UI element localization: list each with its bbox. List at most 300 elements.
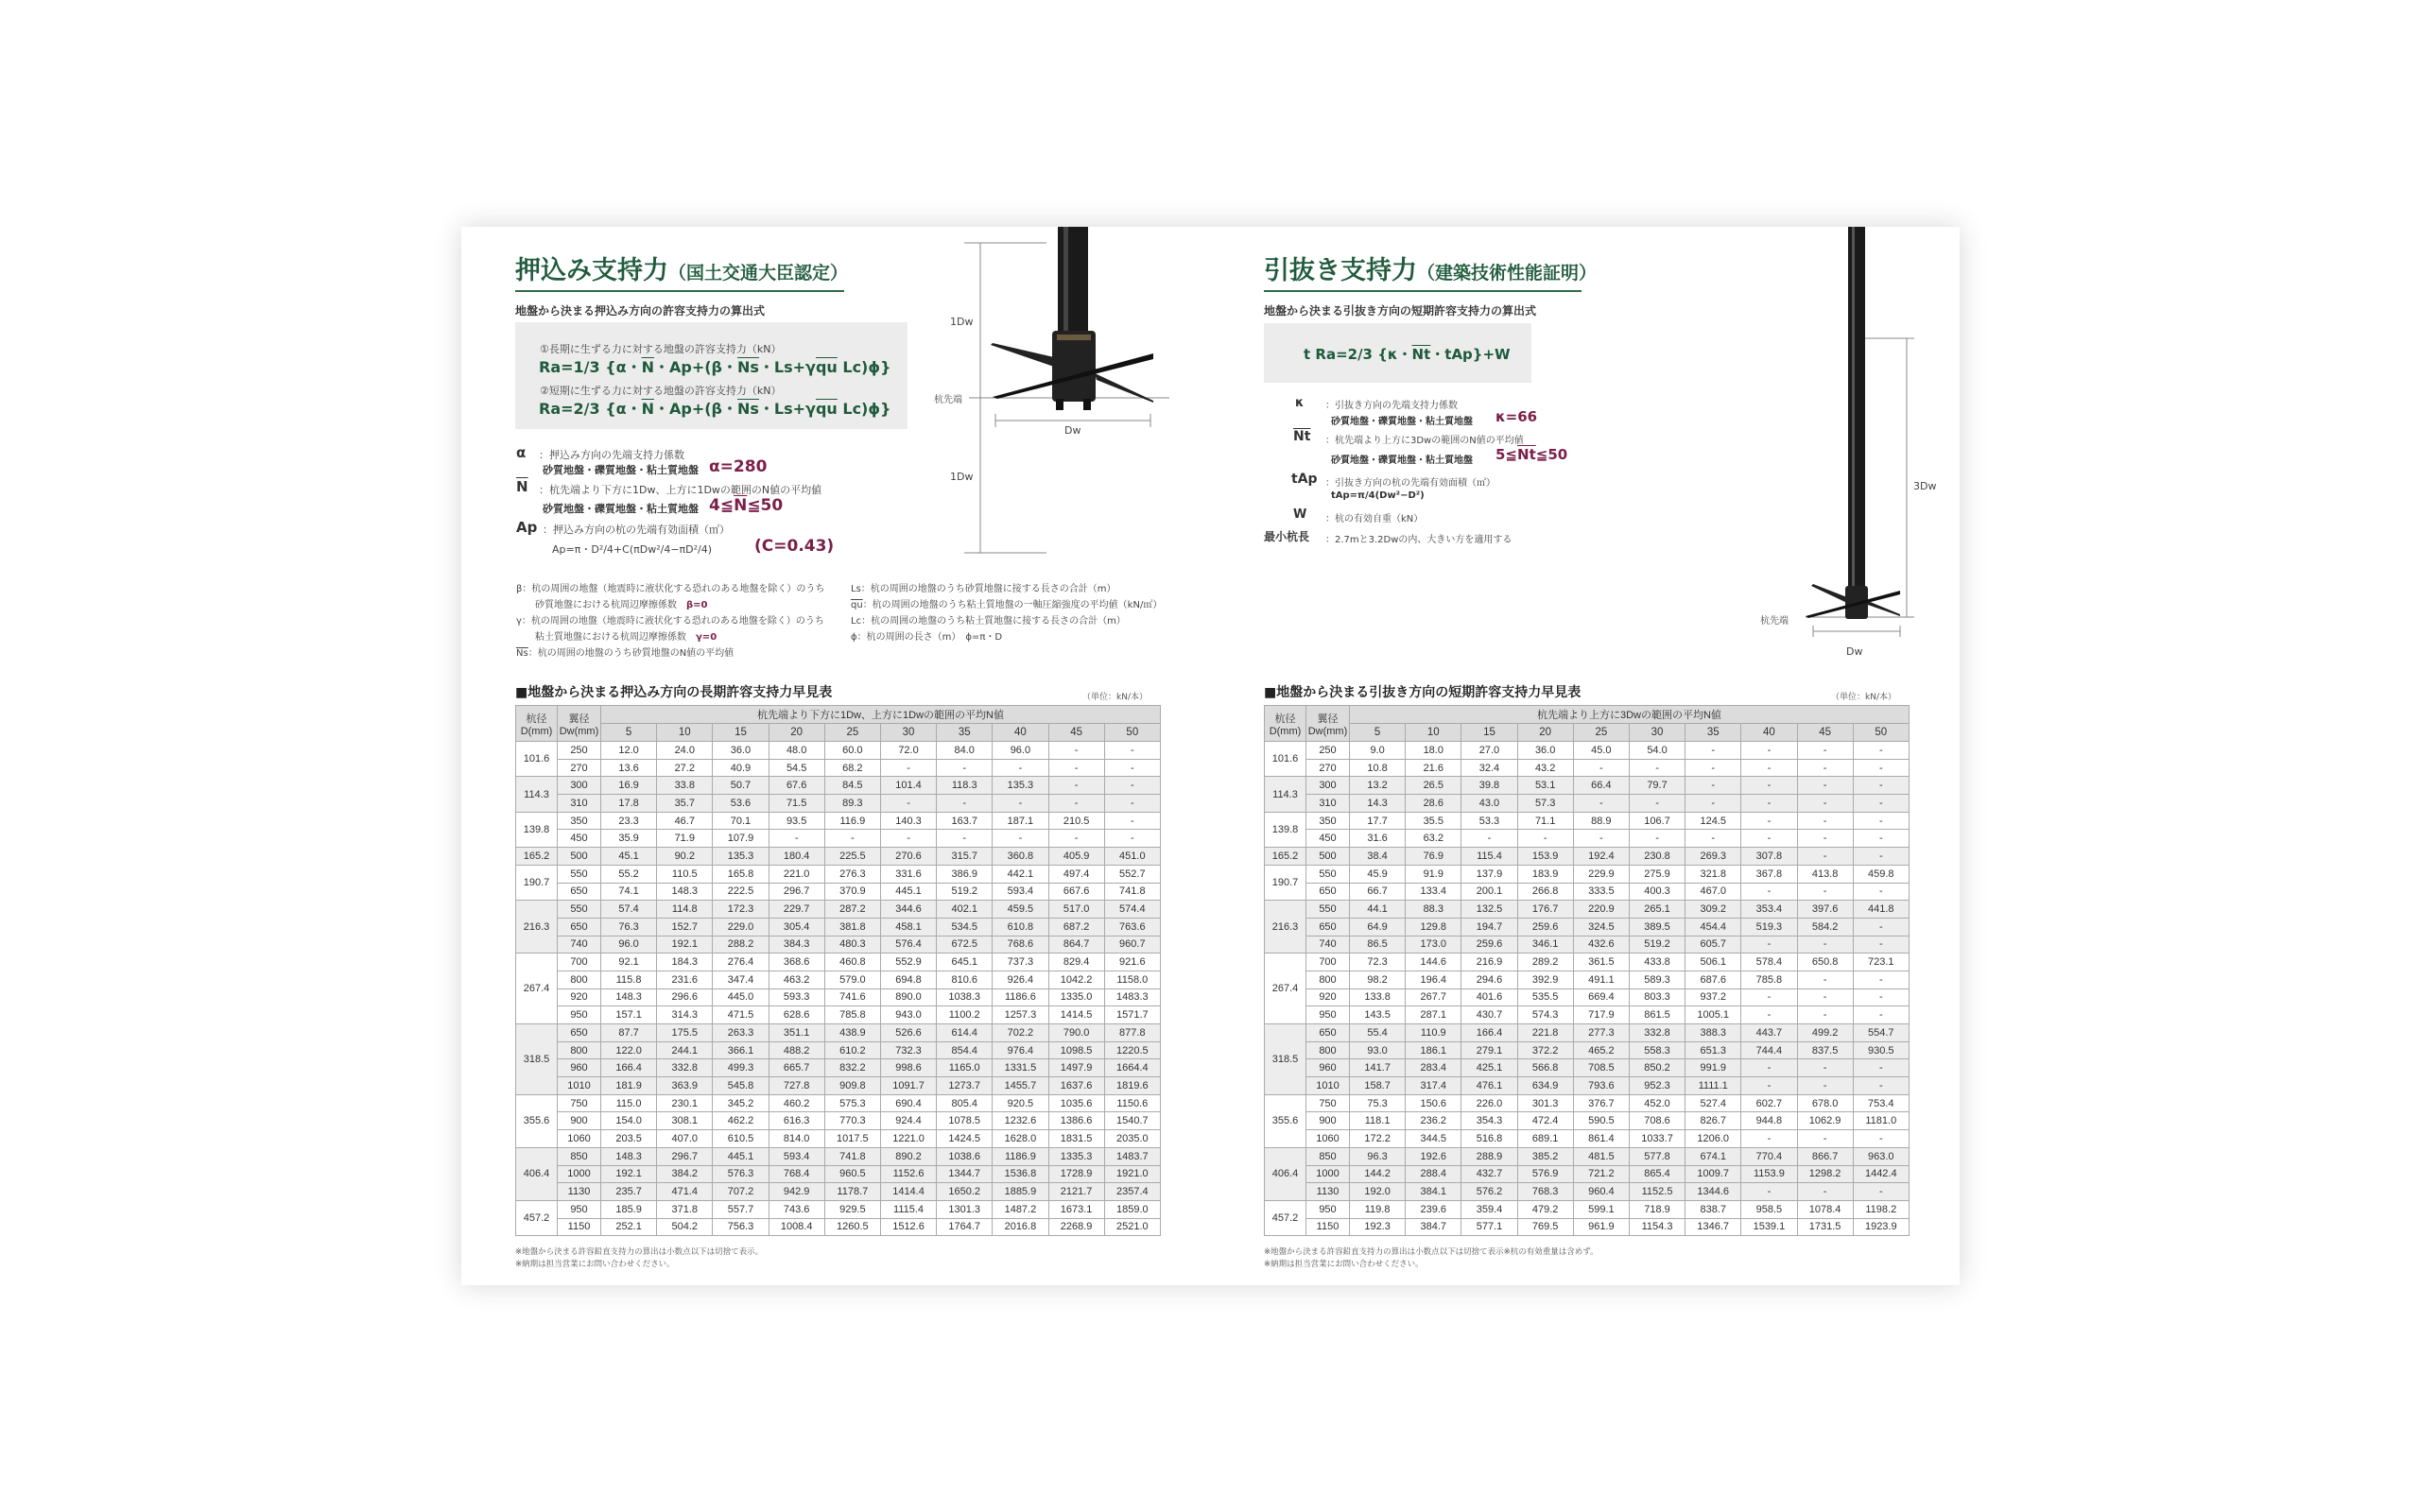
capacity-cell: - (937, 795, 993, 813)
table-row (1265, 1130, 1910, 1148)
formula-part: ・Ap+(β・ (653, 400, 737, 418)
capacity-cell: - (993, 795, 1048, 813)
capacity-cell: 535.5 (1517, 988, 1573, 1006)
wing-diameter-cell: 550 (558, 901, 601, 919)
pile-diameter-cell: 216.3 (1265, 901, 1306, 954)
pile-diameter-cell: 101.6 (1265, 742, 1306, 777)
kappa-soil: 砂質地盤・礫質地盤・粘土質地盤 (1331, 417, 1473, 427)
capacity-cell: 172.3 (713, 901, 769, 919)
wing-diameter-cell: 500 (1306, 848, 1350, 866)
capacity-cell: 589.3 (1629, 971, 1685, 988)
capacity-cell: 960.4 (1573, 1183, 1629, 1201)
capacity-cell: 1344.6 (1685, 1183, 1741, 1201)
capacity-cell: 958.5 (1741, 1200, 1797, 1218)
capacity-cell: 1455.7 (993, 1077, 1048, 1095)
capacity-cell: 307.8 (1741, 848, 1797, 866)
capacity-cell: 552.9 (880, 954, 936, 971)
table-row (1265, 1218, 1910, 1236)
capacity-cell: 770.4 (1741, 1147, 1797, 1165)
fig-tip-label: 杭先端 (934, 395, 962, 405)
capacity-cell: 805.4 (937, 1094, 993, 1112)
capacity-cell: 133.8 (1350, 988, 1406, 1006)
header-pile-diameter (1265, 706, 1306, 742)
capacity-cell: 23.3 (601, 812, 657, 830)
capacity-cell: 60.0 (824, 742, 880, 760)
capacity-cell: - (1797, 1006, 1853, 1024)
capacity-cell: 944.8 (1741, 1112, 1797, 1130)
capacity-cell: 1483.7 (1104, 1147, 1160, 1165)
capacity-cell: 1764.7 (937, 1218, 993, 1236)
min-length-label: 最小杭長 (1264, 530, 1310, 543)
capacity-cell: 353.4 (1741, 901, 1797, 919)
capacity-cell: 1181.0 (1853, 1112, 1909, 1130)
capacity-cell: 432.7 (1461, 1165, 1517, 1183)
capacity-cell: 71.9 (657, 830, 713, 848)
capacity-cell: 1038.3 (937, 988, 993, 1006)
capacity-cell: 17.7 (1350, 812, 1406, 830)
capacity-cell: - (1853, 777, 1909, 795)
pile-icon (991, 227, 1153, 410)
capacity-cell: 645.1 (937, 954, 993, 971)
capacity-cell: 135.3 (713, 848, 769, 866)
capacity-cell: 165.8 (713, 865, 769, 883)
capacity-cell: 926.4 (993, 971, 1048, 988)
capacity-cell: 236.2 (1406, 1112, 1461, 1130)
capacity-cell: 76.9 (1406, 848, 1461, 866)
wing-diameter-cell: 250 (558, 742, 601, 760)
pile-diameter-cell: 267.4 (1265, 954, 1306, 1024)
table-row (516, 1059, 1161, 1077)
formula2-label: ②短期に生ずる力に対する地盤の許容支持力（kN） (540, 385, 782, 397)
capacity-cell: 650.8 (1797, 954, 1853, 971)
capacity-cell: 584.2 (1797, 918, 1853, 936)
wing-diameter-cell: 960 (1306, 1059, 1350, 1077)
wing-diameter-cell: 1000 (1306, 1165, 1350, 1183)
capacity-cell: 40.9 (713, 759, 769, 777)
capacity-cell: - (880, 795, 936, 813)
capacity-cell: 1637.6 (1048, 1077, 1104, 1095)
capacity-cell: 2016.8 (993, 1218, 1048, 1236)
capacity-cell: 55.4 (1350, 1024, 1406, 1042)
pile-diameter-cell: 114.3 (516, 777, 558, 812)
capacity-cell: 12.0 (601, 742, 657, 760)
tap-symbol: tAp (1291, 472, 1318, 487)
overlined-symbol: $\overline{N}$ (641, 400, 654, 418)
wing-diameter-cell: 1060 (558, 1130, 601, 1148)
capacity-cell: 267.7 (1406, 988, 1461, 1006)
capacity-cell: 277.3 (1573, 1024, 1629, 1042)
capacity-cell: 458.1 (880, 918, 936, 936)
capacity-cell: 2521.0 (1104, 1218, 1160, 1236)
capacity-cell: 1673.1 (1048, 1200, 1104, 1218)
capacity-cell: 669.4 (1573, 988, 1629, 1006)
capacity-cell: 187.1 (993, 812, 1048, 830)
capacity-cell: 504.2 (657, 1218, 713, 1236)
capacity-cell: 593.3 (769, 988, 824, 1006)
formula1-label: ①長期に生ずる力に対する地盤の許容支持力（kN） (540, 343, 782, 355)
capacity-cell: 157.1 (601, 1006, 657, 1024)
header-n-value: 30 (880, 724, 936, 742)
capacity-cell: 14.3 (1350, 795, 1406, 813)
capacity-cell: 558.3 (1629, 1041, 1685, 1059)
capacity-cell: 384.1 (1406, 1183, 1461, 1201)
capacity-cell: 388.3 (1685, 1024, 1741, 1042)
capacity-cell: 372.2 (1517, 1041, 1573, 1059)
capacity-cell: 861.5 (1629, 1006, 1685, 1024)
capacity-cell: 90.2 (657, 848, 713, 866)
table-row (1265, 759, 1910, 777)
capacity-cell: 381.8 (824, 918, 880, 936)
capacity-cell: 181.9 (601, 1077, 657, 1095)
capacity-cell: 610.5 (713, 1130, 769, 1148)
pull-formula-box (1264, 323, 1531, 383)
wing-diameter-cell: 350 (1306, 812, 1350, 830)
wing-diameter-cell: 500 (558, 848, 601, 866)
capacity-cell: 552.7 (1104, 865, 1160, 883)
capacity-cell: 150.6 (1406, 1094, 1461, 1112)
capacity-cell: 79.7 (1629, 777, 1685, 795)
capacity-cell: 1301.3 (937, 1200, 993, 1218)
capacity-cell: 790.0 (1048, 1024, 1104, 1042)
capacity-cell: 687.6 (1685, 971, 1741, 988)
formula-part: t Ra=2/3 {κ・ (1304, 346, 1412, 363)
capacity-cell: 1158.0 (1104, 971, 1160, 988)
capacity-cell: - (1104, 777, 1160, 795)
capacity-cell: - (1853, 936, 1909, 954)
pile-diameter-cell: 114.3 (1265, 777, 1306, 812)
capacity-cell: 185.9 (601, 1200, 657, 1218)
table-row (516, 830, 1161, 848)
wing-diameter-cell: 450 (558, 830, 601, 848)
formula-part: ・Ls+γ (758, 400, 816, 418)
capacity-cell: 717.9 (1573, 1006, 1629, 1024)
capacity-cell: - (824, 830, 880, 848)
ap-c-value: (C=0.43) (754, 537, 835, 556)
capacity-cell: 741.8 (824, 1147, 880, 1165)
capacity-cell: 413.8 (1797, 865, 1853, 883)
capacity-cell: - (1853, 918, 1909, 936)
fig-lower-label: 1Dw (950, 471, 974, 483)
pile-diameter-cell: 165.2 (1265, 848, 1306, 866)
capacity-cell: 634.9 (1517, 1077, 1573, 1095)
wing-diameter-cell: 300 (558, 777, 601, 795)
capacity-cell: - (1104, 759, 1160, 777)
capacity-cell: 961.9 (1573, 1218, 1629, 1236)
overlined-symbol: $\overline{qu}$ (815, 358, 838, 376)
capacity-cell: - (1797, 971, 1853, 988)
capacity-cell: 593.4 (993, 883, 1048, 901)
capacity-cell: - (1797, 1059, 1853, 1077)
capacity-cell: 462.2 (713, 1112, 769, 1130)
table-row (516, 901, 1161, 919)
capacity-cell: 527.4 (1685, 1094, 1741, 1112)
table-row (516, 1130, 1161, 1148)
capacity-cell: 574.4 (1104, 901, 1160, 919)
capacity-cell: 46.7 (657, 812, 713, 830)
capacity-cell: - (1048, 759, 1104, 777)
capacity-cell: 263.3 (713, 1024, 769, 1042)
capacity-cell: 1298.2 (1797, 1165, 1853, 1183)
push-title-main: 押込み支持力 (515, 256, 668, 285)
capacity-cell: 678.0 (1797, 1094, 1853, 1112)
capacity-cell: 301.3 (1517, 1094, 1573, 1112)
min-length-desc: ：2.7mと3.2Dwの内、大きい方を適用する (1325, 535, 1512, 545)
wing-diameter-cell: 960 (558, 1059, 601, 1077)
capacity-cell: 963.0 (1853, 1147, 1909, 1165)
pile-diameter-cell: 216.3 (516, 901, 558, 954)
wing-diameter-cell: 900 (558, 1112, 601, 1130)
capacity-cell: 1033.7 (1629, 1130, 1685, 1148)
capacity-cell: 152.7 (657, 918, 713, 936)
pull-title (1264, 249, 1598, 292)
capacity-cell: 832.2 (824, 1059, 880, 1077)
table-title: ■地盤から決まる引抜き方向の短期許容支持力早見表 (1264, 685, 1582, 700)
capacity-cell: 266.8 (1517, 883, 1573, 901)
capacity-cell: 1035.6 (1048, 1094, 1104, 1112)
wing-diameter-cell: 270 (1306, 759, 1350, 777)
header-text: D(mm) (520, 725, 553, 737)
table-row (516, 795, 1161, 813)
capacity-cell: - (1573, 830, 1629, 848)
wing-diameter-cell: 750 (558, 1094, 601, 1112)
wing-diameter-cell: 920 (558, 988, 601, 1006)
capacity-cell: - (1853, 848, 1909, 866)
ns-def (516, 644, 734, 659)
header-n-value: 15 (1461, 724, 1517, 742)
ns-desc: ：杭の周囲の地盤のうち砂質地盤のN値の平均値 (527, 648, 735, 659)
capacity-cell: 575.3 (824, 1094, 880, 1112)
capacity-cell: 574.3 (1517, 1006, 1573, 1024)
capacity-cell: 723.1 (1853, 954, 1909, 971)
capacity-cell: 467.0 (1685, 883, 1741, 901)
table-row (516, 954, 1161, 971)
capacity-cell: 203.5 (601, 1130, 657, 1148)
capacity-cell: 1111.1 (1685, 1077, 1741, 1095)
capacity-cell: 55.2 (601, 865, 657, 883)
capacity-cell: 384.2 (657, 1165, 713, 1183)
capacity-cell: 1098.5 (1048, 1041, 1104, 1059)
capacity-cell: 385.2 (1517, 1147, 1573, 1165)
header-n-span: 杭先端より下方に1Dw、上方に1Dwの範囲の平均N値 (601, 706, 1161, 724)
table-row (1265, 1112, 1910, 1130)
wing-diameter-cell: 700 (558, 954, 601, 971)
capacity-cell: 687.2 (1048, 918, 1104, 936)
header-n-value: 35 (937, 724, 993, 742)
capacity-cell: 519.3 (1741, 918, 1797, 936)
capacity-cell: 72.3 (1350, 954, 1406, 971)
wing-diameter-cell: 920 (1306, 988, 1350, 1006)
capacity-cell: 98.2 (1350, 971, 1406, 988)
capacity-cell: 743.6 (769, 1200, 824, 1218)
capacity-cell: - (1741, 742, 1797, 760)
lc-def: Lc：杭の周囲の地盤のうち粘土質地盤に接する長さの合計（m） (851, 616, 1126, 627)
capacity-cell: - (937, 830, 993, 848)
capacity-cell: 576.9 (1517, 1165, 1573, 1183)
capacity-cell: 1414.4 (880, 1183, 936, 1201)
table-row (1265, 1024, 1910, 1042)
capacity-cell: 332.8 (1629, 1024, 1685, 1042)
wing-diameter-cell: 650 (558, 918, 601, 936)
header-n-value: 5 (601, 724, 657, 742)
capacity-cell: 599.1 (1573, 1200, 1629, 1218)
capacity-cell: - (1048, 777, 1104, 795)
capacity-cell: 70.1 (713, 812, 769, 830)
capacity-cell: 13.2 (1350, 777, 1406, 795)
table-row (1265, 1094, 1910, 1112)
capacity-cell: 153.9 (1517, 848, 1573, 866)
capacity-cell: 1260.5 (824, 1218, 880, 1236)
header-text: Dw(mm) (1307, 725, 1348, 737)
capacity-cell: 610.2 (824, 1041, 880, 1059)
header-n-value: 50 (1104, 724, 1160, 742)
nt-desc: ：杭先端より上方に3Dwの範囲のN値の平均値 (1325, 436, 1524, 446)
capacity-cell: - (1741, 883, 1797, 901)
capacity-cell: 519.2 (1629, 936, 1685, 954)
table-row (1265, 901, 1910, 919)
capacity-cell: 737.3 (993, 954, 1048, 971)
pull-subtitle: 地盤から決まる引抜き方向の短期許容支持力の算出式 (1264, 304, 1537, 318)
capacity-cell: 276.4 (713, 954, 769, 971)
capacity-cell: 1078.4 (1797, 1200, 1853, 1218)
formula-part: ・Ap+(β・ (653, 358, 737, 376)
table-row (516, 742, 1161, 760)
capacity-cell: - (1573, 795, 1629, 813)
capacity-cell: 768.6 (993, 936, 1048, 954)
capacity-cell: - (1741, 795, 1797, 813)
capacity-cell: - (1797, 777, 1853, 795)
capacity-cell: 628.6 (769, 1006, 824, 1024)
capacity-cell: 53.6 (713, 795, 769, 813)
capacity-cell: - (1517, 830, 1573, 848)
formula-part: Ra=1/3 {α・ (539, 358, 642, 376)
capacity-cell: 33.8 (657, 777, 713, 795)
capacity-cell: 93.0 (1350, 1041, 1406, 1059)
capacity-cell: 1198.2 (1853, 1200, 1909, 1218)
capacity-cell: 186.1 (1406, 1041, 1461, 1059)
wing-diameter-cell: 1130 (558, 1183, 601, 1201)
table-note: ※納期は担当営業にお問い合わせください。 (1264, 1260, 1424, 1269)
table-header-row (516, 724, 1161, 742)
header-n-value: 5 (1350, 724, 1406, 742)
table-row (1265, 1006, 1910, 1024)
capacity-cell: 488.2 (769, 1041, 824, 1059)
capacity-cell: 296.7 (769, 883, 824, 901)
pile-diameter-cell: 457.2 (516, 1200, 558, 1235)
capacity-cell: 1220.5 (1104, 1041, 1160, 1059)
capacity-cell: 133.4 (1406, 883, 1461, 901)
capacity-cell: 744.4 (1741, 1041, 1797, 1059)
capacity-cell: 438.9 (824, 1024, 880, 1042)
capacity-cell: 192.1 (601, 1165, 657, 1183)
header-n-value: 30 (1629, 724, 1685, 742)
capacity-cell: - (1629, 830, 1685, 848)
table-unit: （単位：kN/本） (1082, 693, 1148, 702)
capacity-cell: 24.0 (657, 742, 713, 760)
capacity-cell: 317.4 (1406, 1077, 1461, 1095)
capacity-cell: 115.0 (601, 1094, 657, 1112)
header-text: D(mm) (1269, 725, 1302, 737)
wing-diameter-cell: 1150 (558, 1218, 601, 1236)
capacity-cell: 226.0 (1461, 1094, 1517, 1112)
capacity-cell: - (1797, 883, 1853, 901)
capacity-cell: 287.1 (1406, 1006, 1461, 1024)
capacity-cell: 708.6 (1629, 1112, 1685, 1130)
wing-diameter-cell: 1130 (1306, 1183, 1350, 1201)
pile-diameter-cell: 318.5 (516, 1024, 558, 1095)
capacity-cell: 465.2 (1573, 1041, 1629, 1059)
capacity-cell: 665.7 (769, 1059, 824, 1077)
capacity-cell: 324.5 (1573, 918, 1629, 936)
header-wing-diameter (1306, 706, 1350, 742)
capacity-cell: 402.1 (937, 901, 993, 919)
capacity-cell: 71.5 (769, 795, 824, 813)
capacity-cell: 57.4 (601, 901, 657, 919)
pile-diameter-cell: 406.4 (1265, 1147, 1306, 1200)
capacity-cell: 347.4 (713, 971, 769, 988)
capacity-cell: - (1741, 1059, 1797, 1077)
capacity-cell: 1885.9 (993, 1183, 1048, 1201)
capacity-cell: 129.8 (1406, 918, 1461, 936)
capacity-cell: 826.7 (1685, 1112, 1741, 1130)
capacity-cell: 976.4 (993, 1041, 1048, 1059)
capacity-cell: 674.1 (1685, 1147, 1741, 1165)
capacity-cell: 361.5 (1573, 954, 1629, 971)
capacity-cell: 244.1 (657, 1041, 713, 1059)
gamma-desc: 粘土質地盤における杭周辺摩擦係数 (535, 632, 686, 643)
table-row (1265, 742, 1910, 760)
capacity-cell: 593.4 (769, 1147, 824, 1165)
capacity-cell: 118.3 (937, 777, 993, 795)
capacity-cell: 321.8 (1685, 865, 1741, 883)
capacity-cell: - (1797, 1183, 1853, 1201)
wing-diameter-cell: 950 (558, 1006, 601, 1024)
capacity-cell: 576.4 (880, 936, 936, 954)
wing-diameter-cell: 450 (1306, 830, 1350, 848)
capacity-cell: - (1797, 795, 1853, 813)
capacity-cell: 122.0 (601, 1041, 657, 1059)
capacity-cell: 331.6 (880, 865, 936, 883)
wing-diameter-cell: 950 (1306, 1200, 1350, 1218)
capacity-cell: 1221.0 (880, 1130, 936, 1148)
n-symbol: $\overline{N}$ (516, 478, 528, 495)
capacity-cell: 452.0 (1629, 1094, 1685, 1112)
capacity-cell: 1154.3 (1629, 1218, 1685, 1236)
capacity-cell: 192.0 (1350, 1183, 1406, 1201)
capacity-cell: 814.0 (769, 1130, 824, 1148)
capacity-cell: 17.8 (601, 795, 657, 813)
kappa-desc: ：引抜き方向の先端支持力係数 (1325, 401, 1458, 411)
table-header-row (1265, 724, 1910, 742)
overlined-symbol: $\overline{N}$ (734, 496, 748, 515)
capacity-cell: 332.8 (657, 1059, 713, 1077)
capacity-cell: 1831.5 (1048, 1130, 1104, 1148)
capacity-cell: 66.7 (1350, 883, 1406, 901)
w-desc: ：杭の有効自重（kN） (1325, 514, 1424, 524)
header-text: 杭径 (526, 713, 547, 725)
capacity-cell: 1091.7 (880, 1077, 936, 1095)
capacity-cell: 72.0 (880, 742, 936, 760)
capacity-cell: 768.4 (769, 1165, 824, 1183)
wing-diameter-cell: 310 (558, 795, 601, 813)
capacity-cell: - (1685, 759, 1741, 777)
wing-diameter-cell: 750 (1306, 1094, 1350, 1112)
capacity-cell: 397.6 (1797, 901, 1853, 919)
formula-part: 4≦ (709, 496, 735, 515)
capacity-cell: 401.6 (1461, 988, 1517, 1006)
capacity-cell: 148.3 (601, 988, 657, 1006)
gamma-value: γ=0 (696, 632, 717, 643)
capacity-cell: 610.8 (993, 918, 1048, 936)
